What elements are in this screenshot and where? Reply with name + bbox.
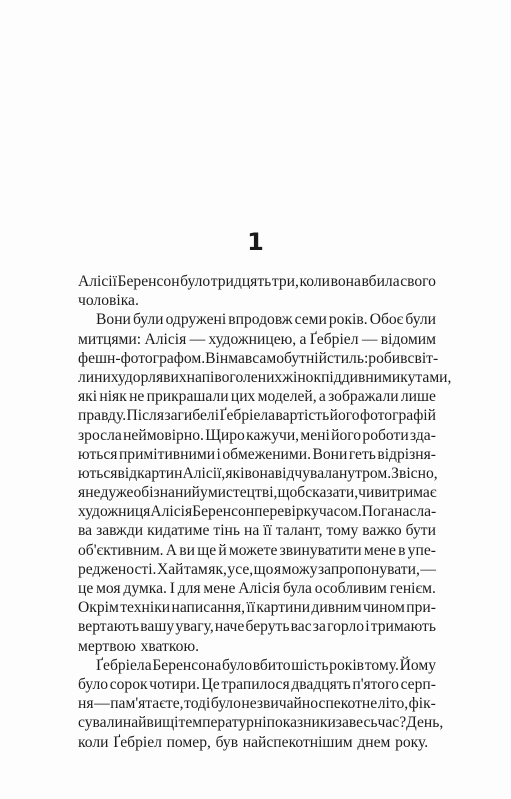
text-line: ються примітивними і обмеженими. Вони геть відрізня- [78, 445, 436, 463]
text-line: ва завжди кидатиме тінь на її талант, тому важко бути [78, 522, 436, 540]
text-line: художниця Алісія Беренсон перевірку часом. Погана сла- [78, 503, 437, 521]
text-line: фешн-фотографом. Він мав самобутній стиль: робив світ- [78, 349, 439, 367]
text-line: які ніяк не прикрашали цих моделей, а зображали лише [78, 388, 436, 406]
text-line: я не дуже обізнаний у мистецтві, щоб сказати, чи витримає [78, 484, 437, 502]
text-line: Ґебріела Беренсона було вбито шість років тому. Йому [96, 656, 436, 674]
text-line: Окрім техніки написання, її картини дивним чином при- [78, 599, 436, 617]
chapter-number: 1 [247, 228, 264, 256]
text-line: Вони були одружені впродовж семи років. Обоє були [96, 311, 436, 329]
text-line: ня — пам'ятаєте, тоді було незвичайно спекотне літо, фік- [78, 695, 436, 713]
text-line: зросла неймовірно. Щиро кажучи, мені його роботи зда- [78, 426, 436, 444]
text-line: сували найвищі температурні показники за весь час? День, [78, 714, 444, 732]
text-line: мертвою хваткою. [78, 637, 199, 655]
text-line: вертають вашу увагу, наче беруть вас за горло і тримають [78, 618, 436, 636]
paragraph [78, 272, 436, 310]
text-line: коли Ґебріел помер, був найспекотнішим днем року. [78, 733, 429, 751]
paragraph [78, 310, 452, 655]
body-text [78, 272, 452, 752]
text-line: правду. Після загибелі Ґебріела вартість його фотографій [78, 407, 436, 425]
text-line: ються від картин Алісії, які вона відчувала нутром. Звісно, [78, 464, 438, 482]
text-line: чоловіка. [78, 292, 139, 310]
text-line: митцями: Алісія — художницею, а Ґебріел — відомим [78, 330, 436, 348]
paragraph [78, 656, 444, 752]
text-line: об'єктивним. А ви ще й можете звинуватити мене в упе- [78, 541, 436, 559]
text-line: редженості. Хай там як, усе, що я можу запропонувати, — [78, 560, 436, 578]
text-line: це моя думка. І для мене Алісія була особливим генієм. [78, 580, 436, 597]
text-line: Алісії Беренсон було тридцять три, коли вона вбила свого [78, 273, 436, 290]
text-line: лини худорлявих напівоголених жінок під дивними кутами, [78, 368, 452, 386]
text-line: було сорок чотири. Це трапилося двадцять п'ятого серп- [78, 675, 436, 693]
